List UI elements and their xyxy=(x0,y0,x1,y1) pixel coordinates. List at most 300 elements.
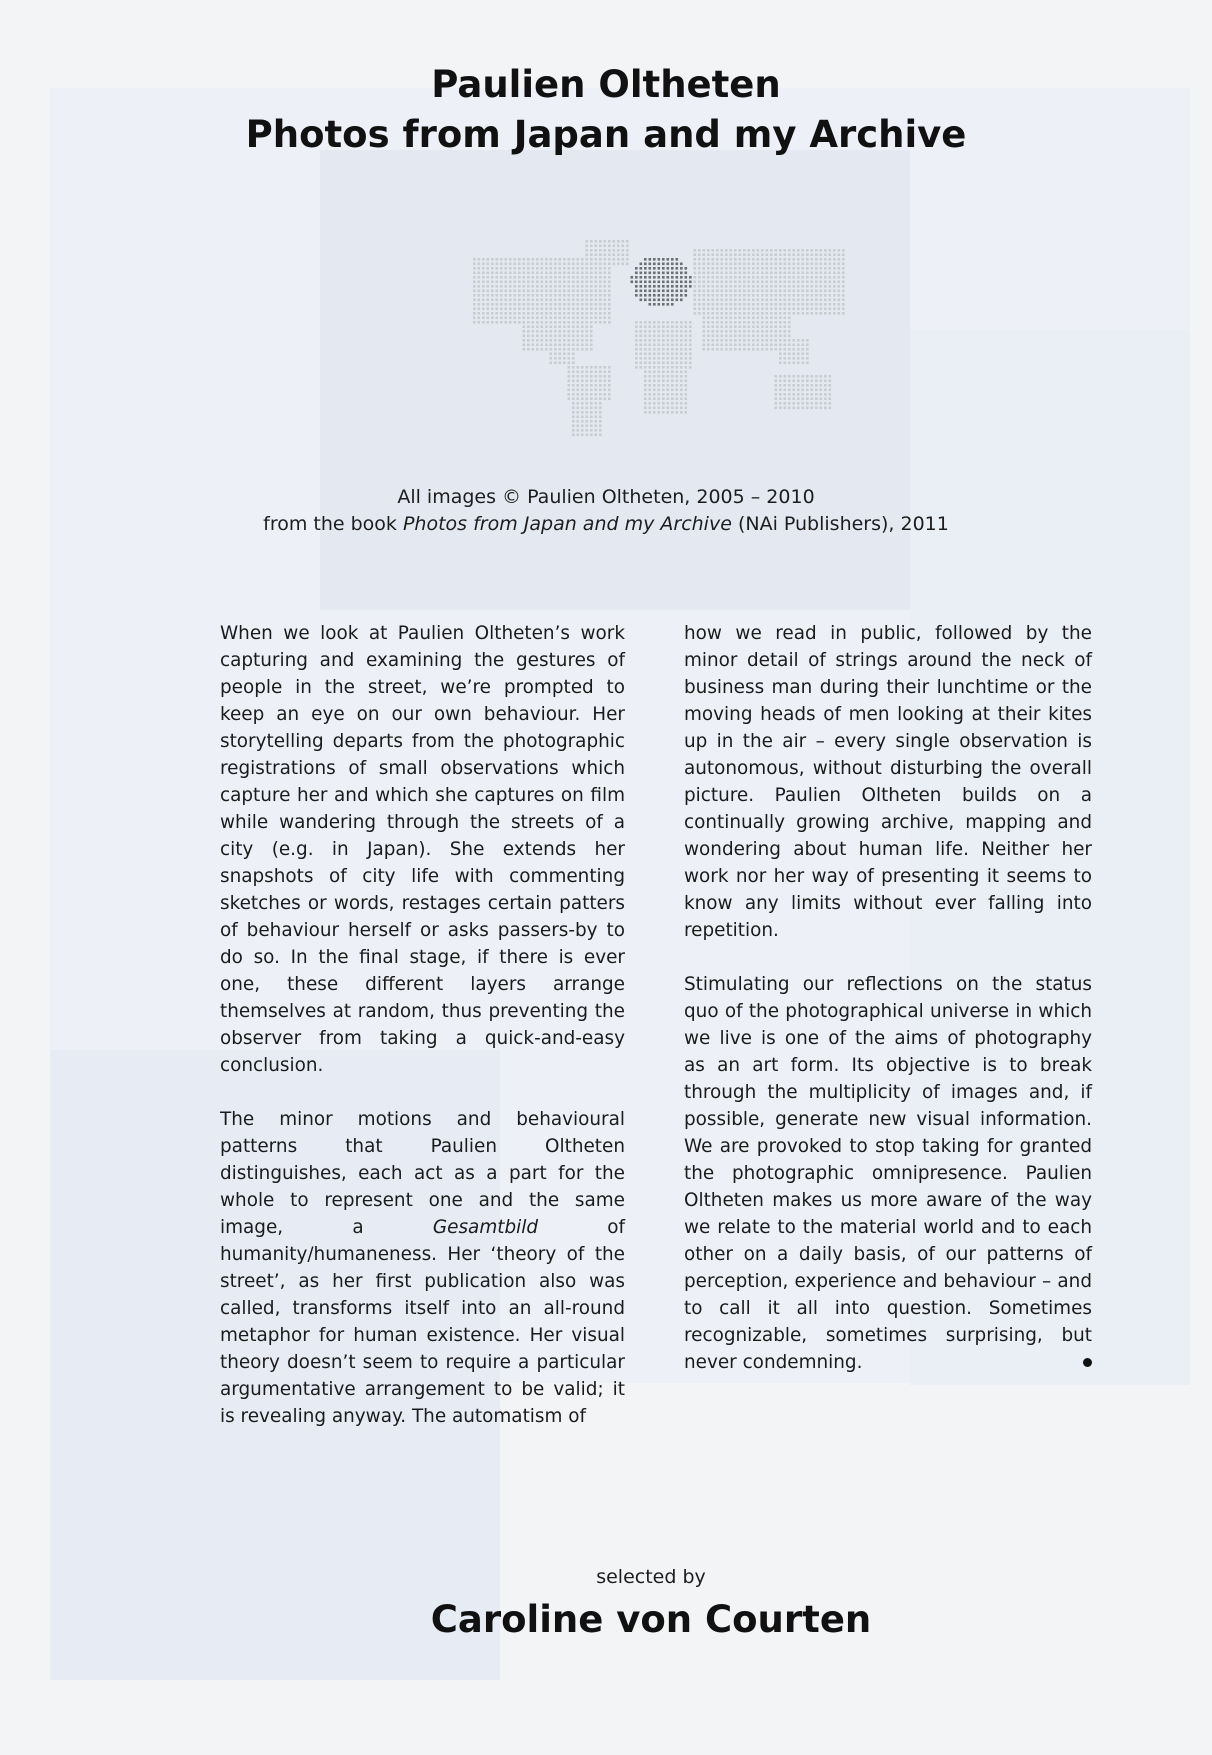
map-dot xyxy=(815,276,818,279)
map-dot xyxy=(806,303,809,306)
map-dot xyxy=(590,263,593,266)
map-dot xyxy=(815,312,818,315)
map-dot xyxy=(811,272,814,275)
map-dot xyxy=(586,326,589,329)
map-dot xyxy=(734,258,737,261)
map-dot xyxy=(793,276,796,279)
map-dot xyxy=(518,281,521,284)
map-dot xyxy=(833,249,836,252)
map-dot xyxy=(802,357,805,360)
map-dot xyxy=(721,303,724,306)
map-dot xyxy=(694,303,697,306)
map-dot xyxy=(721,335,724,338)
map-dot xyxy=(712,285,715,288)
map-dot xyxy=(658,357,661,360)
map-dot xyxy=(811,294,814,297)
map-dot xyxy=(743,344,746,347)
map-dot xyxy=(662,375,665,378)
map-dot xyxy=(788,267,791,270)
map-dot xyxy=(730,258,733,261)
map-dot xyxy=(775,308,778,311)
map-dot xyxy=(770,326,773,329)
map-dot xyxy=(707,281,710,284)
map-dot xyxy=(496,308,499,311)
map-dot xyxy=(788,285,791,288)
map-dot xyxy=(784,290,787,293)
map-dot xyxy=(662,335,665,338)
map-dot xyxy=(523,276,526,279)
map-dot xyxy=(775,384,778,387)
map-dot xyxy=(559,362,562,365)
map-dot xyxy=(685,380,688,383)
map-dot xyxy=(685,344,688,347)
map-dot xyxy=(667,371,670,374)
map-dot xyxy=(802,389,805,392)
map-dot xyxy=(599,411,602,414)
map-dot xyxy=(590,299,593,302)
map-dot xyxy=(707,344,710,347)
map-dot xyxy=(559,312,562,315)
map-dot xyxy=(595,290,598,293)
map-dot xyxy=(541,290,544,293)
map-dot xyxy=(739,299,742,302)
map-dot xyxy=(676,384,679,387)
map-dot xyxy=(532,285,535,288)
map-dot-highlight xyxy=(667,303,670,306)
map-dot xyxy=(734,272,737,275)
map-dot xyxy=(595,407,598,410)
map-dot xyxy=(653,393,656,396)
map-dot xyxy=(788,357,791,360)
map-dot xyxy=(784,407,787,410)
map-dot xyxy=(703,317,706,320)
map-dot xyxy=(716,290,719,293)
map-dot xyxy=(739,276,742,279)
map-dot xyxy=(595,258,598,261)
map-dot xyxy=(541,303,544,306)
map-dot xyxy=(779,362,782,365)
map-dot-highlight xyxy=(644,294,647,297)
map-dot xyxy=(784,303,787,306)
map-dot xyxy=(806,267,809,270)
map-dot xyxy=(721,294,724,297)
map-dot xyxy=(586,317,589,320)
map-dot xyxy=(586,375,589,378)
map-dot xyxy=(775,348,778,351)
map-dot xyxy=(640,344,643,347)
map-dot xyxy=(586,249,589,252)
map-dot xyxy=(815,267,818,270)
map-dot xyxy=(739,339,742,342)
map-dot xyxy=(820,285,823,288)
map-dot xyxy=(820,281,823,284)
map-dot xyxy=(586,335,589,338)
map-dot xyxy=(487,276,490,279)
map-dot xyxy=(473,294,476,297)
map-dot xyxy=(505,312,508,315)
map-dot-highlight xyxy=(676,263,679,266)
map-dot xyxy=(676,389,679,392)
map-dot xyxy=(667,357,670,360)
map-dot xyxy=(766,294,769,297)
map-dot xyxy=(572,366,575,369)
map-dot xyxy=(658,380,661,383)
map-dot xyxy=(761,276,764,279)
map-dot xyxy=(815,393,818,396)
map-dot xyxy=(712,321,715,324)
map-dot xyxy=(842,272,845,275)
map-dot xyxy=(500,267,503,270)
map-dot-highlight xyxy=(676,258,679,261)
map-dot xyxy=(599,321,602,324)
map-dot xyxy=(550,335,553,338)
map-dot xyxy=(500,317,503,320)
map-dot xyxy=(707,348,710,351)
map-dot xyxy=(698,272,701,275)
map-dot xyxy=(577,348,580,351)
map-dot xyxy=(721,317,724,320)
map-dot-highlight xyxy=(680,290,683,293)
map-dot xyxy=(563,312,566,315)
map-dot xyxy=(784,254,787,257)
map-dot xyxy=(775,290,778,293)
map-dot xyxy=(527,317,530,320)
map-dot xyxy=(757,321,760,324)
map-dot xyxy=(617,263,620,266)
map-dot xyxy=(563,339,566,342)
map-dot xyxy=(806,389,809,392)
map-dot-highlight xyxy=(685,281,688,284)
map-dot xyxy=(653,330,656,333)
map-dot xyxy=(586,344,589,347)
map-dot xyxy=(725,303,728,306)
map-dot xyxy=(523,317,526,320)
map-dot xyxy=(509,272,512,275)
map-dot xyxy=(743,285,746,288)
map-dot xyxy=(676,321,679,324)
map-dot xyxy=(595,425,598,428)
map-dot xyxy=(685,353,688,356)
map-dot-highlight xyxy=(680,294,683,297)
map-dot xyxy=(680,393,683,396)
map-dot xyxy=(536,344,539,347)
map-dot xyxy=(505,285,508,288)
map-dot xyxy=(716,330,719,333)
map-dot xyxy=(662,371,665,374)
map-dot xyxy=(509,267,512,270)
map-dot xyxy=(478,272,481,275)
map-dot xyxy=(775,258,778,261)
map-dot xyxy=(667,393,670,396)
map-dot xyxy=(689,348,692,351)
map-dot xyxy=(577,371,580,374)
map-dot-highlight xyxy=(640,276,643,279)
map-dot xyxy=(761,258,764,261)
map-dot xyxy=(712,290,715,293)
map-dot xyxy=(820,267,823,270)
map-dot xyxy=(779,299,782,302)
map-dot xyxy=(536,281,539,284)
map-dot xyxy=(707,321,710,324)
map-dot xyxy=(500,321,503,324)
map-dot xyxy=(770,276,773,279)
map-dot-highlight xyxy=(680,281,683,284)
map-dot xyxy=(514,312,517,315)
map-dot xyxy=(811,254,814,257)
map-dot xyxy=(491,267,494,270)
map-dot xyxy=(775,389,778,392)
map-dot xyxy=(734,317,737,320)
map-dot xyxy=(595,434,598,437)
map-dot xyxy=(595,393,598,396)
map-dot-highlight xyxy=(680,263,683,266)
map-dot xyxy=(824,398,827,401)
map-dot xyxy=(685,326,688,329)
map-dot xyxy=(496,272,499,275)
map-dot xyxy=(662,353,665,356)
map-dot xyxy=(725,258,728,261)
map-dot xyxy=(694,299,697,302)
map-dot xyxy=(802,263,805,266)
map-dot xyxy=(608,321,611,324)
map-dot xyxy=(829,303,832,306)
map-dot xyxy=(653,411,656,414)
map-dot xyxy=(572,384,575,387)
map-dot xyxy=(743,312,746,315)
map-dot xyxy=(743,258,746,261)
map-dot xyxy=(770,272,773,275)
map-dot xyxy=(487,285,490,288)
map-dot xyxy=(577,407,580,410)
map-dot xyxy=(662,389,665,392)
map-dot xyxy=(491,308,494,311)
map-dot xyxy=(514,290,517,293)
map-dot xyxy=(649,398,652,401)
map-dot xyxy=(806,384,809,387)
map-dot xyxy=(505,276,508,279)
map-dot xyxy=(523,285,526,288)
map-dot xyxy=(577,366,580,369)
map-dot xyxy=(685,411,688,414)
map-dot xyxy=(748,272,751,275)
map-dot-highlight xyxy=(635,281,638,284)
map-dot xyxy=(577,263,580,266)
map-dot xyxy=(518,294,521,297)
map-dot xyxy=(644,389,647,392)
map-dot xyxy=(581,425,584,428)
map-dot-highlight xyxy=(662,281,665,284)
map-dot xyxy=(811,276,814,279)
map-dot xyxy=(788,249,791,252)
map-dot xyxy=(797,294,800,297)
map-dot xyxy=(586,272,589,275)
map-dot xyxy=(568,299,571,302)
map-dot xyxy=(743,330,746,333)
map-dot xyxy=(766,276,769,279)
map-dot xyxy=(523,335,526,338)
map-dot xyxy=(541,317,544,320)
map-dot xyxy=(806,393,809,396)
map-dot xyxy=(806,312,809,315)
map-dot xyxy=(784,398,787,401)
map-dot-highlight xyxy=(671,258,674,261)
end-mark-icon xyxy=(1083,1358,1092,1367)
map-dot xyxy=(581,272,584,275)
map-dot xyxy=(545,330,548,333)
map-dot xyxy=(658,393,661,396)
map-dot xyxy=(568,321,571,324)
map-dot xyxy=(779,290,782,293)
map-dot xyxy=(568,348,571,351)
map-dot xyxy=(815,299,818,302)
map-dot xyxy=(599,290,602,293)
map-dot xyxy=(838,267,841,270)
map-dot xyxy=(532,267,535,270)
map-dot xyxy=(581,393,584,396)
map-dot xyxy=(739,344,742,347)
map-dot xyxy=(586,267,589,270)
map-dot xyxy=(491,281,494,284)
map-dot xyxy=(617,245,620,248)
map-dot xyxy=(797,380,800,383)
map-dot xyxy=(797,308,800,311)
map-dot xyxy=(604,290,607,293)
map-dot xyxy=(608,267,611,270)
map-dot xyxy=(730,254,733,257)
map-dot xyxy=(815,272,818,275)
map-dot xyxy=(793,267,796,270)
map-dot xyxy=(572,299,575,302)
map-dot xyxy=(662,326,665,329)
map-dot xyxy=(802,407,805,410)
map-dot xyxy=(739,249,742,252)
map-dot xyxy=(766,267,769,270)
map-dot xyxy=(775,380,778,383)
map-dot xyxy=(604,321,607,324)
map-dot xyxy=(581,290,584,293)
text-column-right xyxy=(684,620,1092,1403)
map-dot xyxy=(748,263,751,266)
map-dot xyxy=(770,285,773,288)
map-dot xyxy=(559,285,562,288)
map-dot xyxy=(482,258,485,261)
map-dot xyxy=(613,245,616,248)
map-dot xyxy=(532,276,535,279)
map-dot xyxy=(802,375,805,378)
map-dot xyxy=(559,317,562,320)
map-dot xyxy=(784,258,787,261)
map-dot xyxy=(626,249,629,252)
map-dot-highlight xyxy=(649,290,652,293)
map-dot xyxy=(730,326,733,329)
map-dot xyxy=(572,321,575,324)
map-dot xyxy=(572,330,575,333)
map-dot xyxy=(815,407,818,410)
map-dot xyxy=(550,308,553,311)
map-dot xyxy=(734,299,737,302)
map-dot xyxy=(653,366,656,369)
map-dot xyxy=(761,303,764,306)
map-dot xyxy=(838,290,841,293)
map-dot xyxy=(608,299,611,302)
map-dot xyxy=(527,258,530,261)
map-dot xyxy=(707,294,710,297)
map-dot xyxy=(509,312,512,315)
map-dot xyxy=(491,276,494,279)
map-dot xyxy=(599,254,602,257)
map-dot xyxy=(797,272,800,275)
map-dot xyxy=(532,299,535,302)
map-dot xyxy=(604,263,607,266)
map-dot xyxy=(743,348,746,351)
map-dot xyxy=(784,321,787,324)
map-dot xyxy=(599,375,602,378)
map-dot xyxy=(838,281,841,284)
map-dot xyxy=(797,375,800,378)
map-dot xyxy=(716,339,719,342)
map-dot xyxy=(820,263,823,266)
map-dot xyxy=(518,285,521,288)
map-dot xyxy=(748,294,751,297)
map-dot-highlight xyxy=(667,285,670,288)
map-dot xyxy=(559,281,562,284)
map-dot xyxy=(707,290,710,293)
map-dot xyxy=(595,317,598,320)
map-dot xyxy=(653,384,656,387)
map-dot xyxy=(676,380,679,383)
map-dot xyxy=(757,339,760,342)
map-dot xyxy=(635,330,638,333)
map-dot xyxy=(527,344,530,347)
map-dot xyxy=(793,258,796,261)
map-dot xyxy=(779,348,782,351)
map-dot xyxy=(500,281,503,284)
map-dot xyxy=(802,344,805,347)
map-dot xyxy=(545,321,548,324)
map-dot xyxy=(788,258,791,261)
map-dot xyxy=(572,326,575,329)
map-dot xyxy=(793,290,796,293)
map-dot xyxy=(559,267,562,270)
map-dot xyxy=(671,335,674,338)
map-dot xyxy=(505,290,508,293)
map-dot xyxy=(527,299,530,302)
map-dot xyxy=(725,299,728,302)
map-dot xyxy=(514,308,517,311)
map-dot xyxy=(779,344,782,347)
map-dot xyxy=(739,335,742,338)
paragraph: The minor motions and behavioural patterns that Paulien Oltheten distinguishes, each act as a part for the whole to represent one and the same image, a Gesamtbild of humanity/humaneness. Her ‘theory of the street’, as her first publication also was called, transforms itself into an all-round metaphor for human existence. Her visual theory doesn’t seem to require a particular argumentative arrangement to be valid; it is revealing anyway. The automatism of xyxy=(220,1109,625,1427)
map-dot xyxy=(802,362,805,365)
map-dot xyxy=(748,258,751,261)
map-dot xyxy=(838,299,841,302)
map-dot xyxy=(604,249,607,252)
map-dot xyxy=(568,312,571,315)
map-dot xyxy=(779,308,782,311)
map-dot xyxy=(482,321,485,324)
map-dot xyxy=(640,357,643,360)
map-dot xyxy=(644,407,647,410)
map-dot xyxy=(644,375,647,378)
map-dot xyxy=(563,258,566,261)
map-dot xyxy=(703,294,706,297)
map-dot xyxy=(775,335,778,338)
map-dot xyxy=(676,326,679,329)
map-dot xyxy=(721,339,724,342)
map-dot xyxy=(568,290,571,293)
map-dot xyxy=(667,353,670,356)
map-dot xyxy=(730,272,733,275)
